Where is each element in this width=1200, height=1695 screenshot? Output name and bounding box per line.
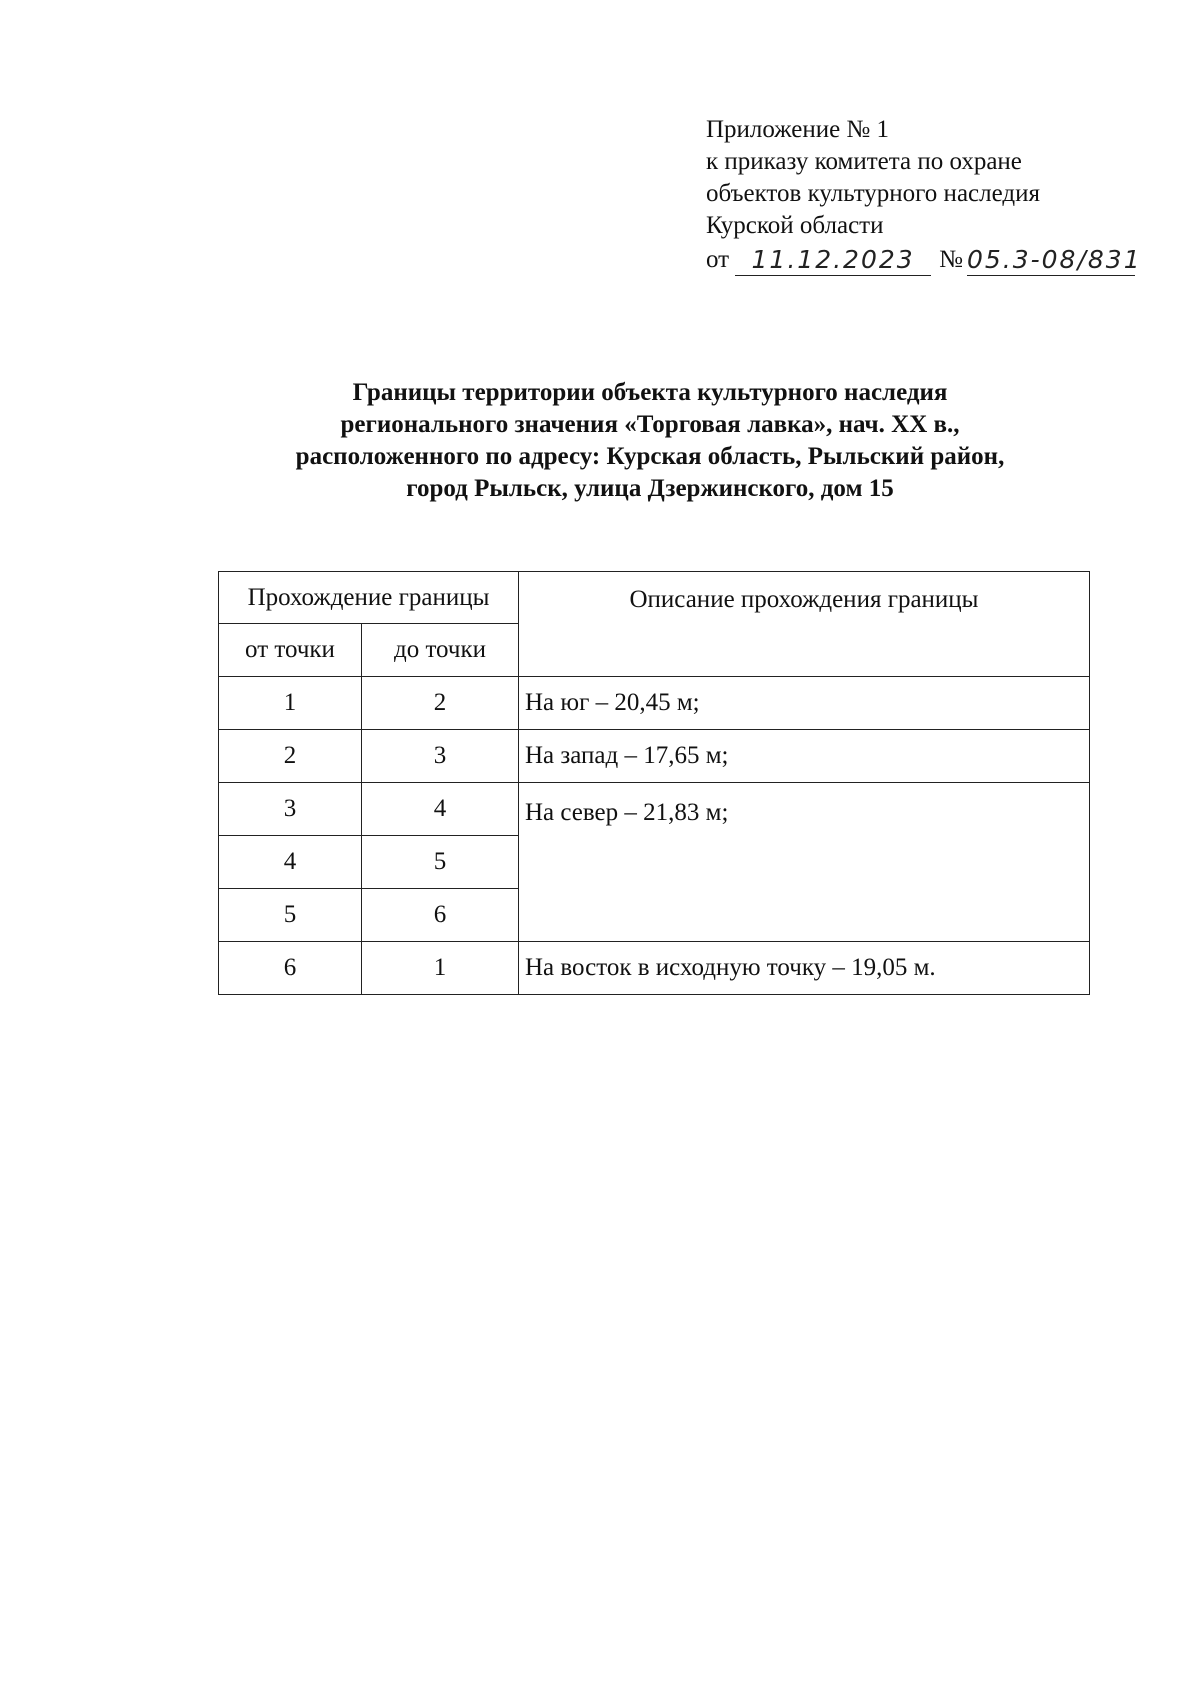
appendix-committee-line: объектов культурного наследия: [706, 180, 1040, 207]
table-row: [219, 730, 1090, 783]
title-line-2: регионального значения «Торговая лавка», нач. XX в.,: [340, 411, 960, 438]
cell-from: 5: [219, 889, 362, 942]
cell-from: 6: [219, 942, 362, 995]
cell-description: На юг – 20,45 м;: [519, 677, 1090, 730]
header-boundary-passage: Прохождение границы: [219, 572, 519, 624]
cell-from: 2: [219, 730, 362, 783]
appendix-title: Приложение № 1: [706, 116, 890, 143]
cell-to: 2: [362, 677, 519, 730]
cell-from: 4: [219, 836, 362, 889]
order-date-field: [735, 247, 931, 276]
boundary-table: [218, 571, 1090, 995]
table-row: [219, 677, 1090, 730]
title-line-4: город Рыльск, улица Дзержинского, дом 15: [406, 475, 894, 502]
cell-from: 1: [219, 677, 362, 730]
header-description: Описание прохождения границы: [519, 572, 1090, 677]
order-date-number-line: [706, 244, 1142, 278]
appendix-order-line: к приказу комитета по охране: [706, 148, 1022, 175]
cell-description: На запад – 17,65 м;: [519, 730, 1090, 783]
header-to-point: до точки: [362, 624, 519, 677]
document-title: [200, 377, 1100, 505]
table-header-row: [219, 572, 1090, 624]
title-line-1: Границы территории объекта культурного наследия: [352, 379, 948, 406]
table-row: [219, 783, 1090, 836]
header-from-point: от точки: [219, 624, 362, 677]
cell-to: 4: [362, 783, 519, 836]
cell-description: На север – 21,83 м;: [519, 783, 1090, 942]
order-number-handwritten: 05.3-08/831: [966, 245, 1142, 274]
cell-description: На восток в исходную точку – 19,05 м.: [519, 942, 1090, 995]
appendix-header: [706, 114, 1142, 278]
cell-to: 5: [362, 836, 519, 889]
cell-from: 3: [219, 783, 362, 836]
table-row: [219, 942, 1090, 995]
title-line-3: расположенного по адресу: Курская область, Рыльский район,: [295, 443, 1005, 470]
order-date-handwritten: 11.12.2023: [751, 245, 915, 274]
number-label: №: [939, 246, 963, 273]
order-number-field: [966, 245, 1142, 276]
appendix-region-line: Курской области: [706, 212, 884, 239]
cell-to: 1: [362, 942, 519, 995]
from-label: от: [706, 246, 730, 273]
cell-to: 6: [362, 889, 519, 942]
cell-to: 3: [362, 730, 519, 783]
